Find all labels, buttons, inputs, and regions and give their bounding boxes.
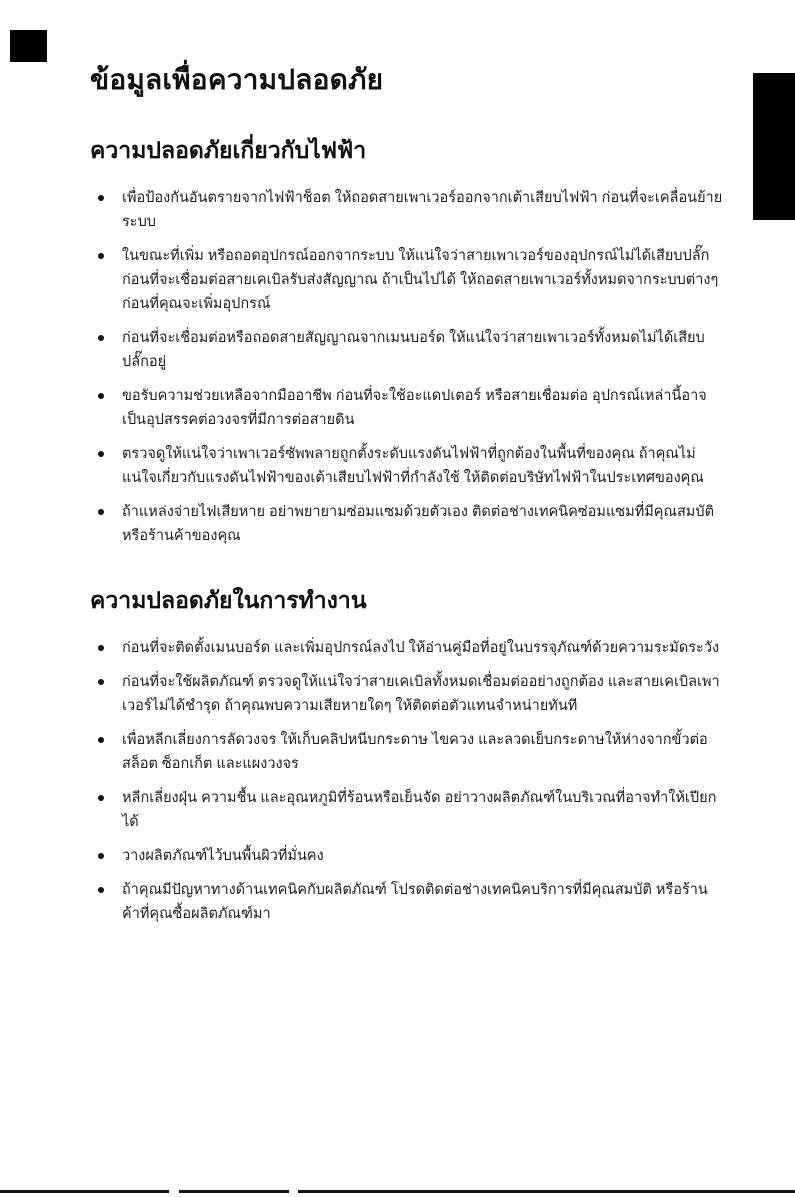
- bullet-icon: [98, 679, 104, 685]
- top-left-print-mark: [10, 30, 47, 62]
- bottom-dashed-divider: [0, 1190, 795, 1193]
- bullet-icon: [98, 887, 104, 893]
- list-item: [90, 844, 725, 868]
- list-item: [90, 878, 725, 926]
- section-operation-safety: [90, 586, 725, 926]
- bullet-icon: [98, 645, 104, 651]
- bullet-icon: [98, 335, 104, 341]
- list-item-text: ก่อนที่จะเชื่อมต่อหรือถอดสายสัญญาณจากเมนบอร์ด ให้แน่ใจว่าสายเพาเวอร์ทั้งหมดไม่ได้เสียบปลั๊กอยู่: [122, 330, 705, 371]
- list-item: [90, 636, 725, 660]
- page-content: [90, 0, 725, 936]
- section-electrical-safety: [90, 136, 725, 548]
- list-item-text: ก่อนที่จะใช้ผลิตภัณฑ์ ตรวจดูให้แน่ใจว่าสายเคเบิลทั้งหมดเชื่อมต่ออย่างถูกต้อง และสายเคเบิลเพาเวอร์ไม่ได้ชำรุด ถ้าคุณพบความเสียหายใดๆ ให้ติดต่อตัวแทนจำหน่ายทันที: [122, 674, 720, 715]
- page-title: ข้อมูลเพื่อความปลอดภัย: [90, 64, 384, 95]
- section-tab-marker: [753, 73, 795, 220]
- list-item-text: เพื่อป้องกันอันตรายจากไฟฟ้าช็อต ให้ถอดสายเพาเวอร์ออกจากเต้าเสียบไฟฟ้า ก่อนที่จะเคลื่อนย้ายระบบ: [122, 190, 723, 231]
- list-item: [90, 186, 725, 234]
- bullet-icon: [98, 451, 104, 457]
- list-item-text: ถ้าแหล่งจ่ายไฟเสียหาย อย่าพยายามซ่อมแซมด้วยตัวเอง ติดต่อช่างเทคนิคซ่อมแซมที่มีคุณสมบัติ หรือร้านค้าของคุณ: [122, 504, 714, 545]
- list-item: [90, 326, 725, 374]
- section-heading-operation-safety: ความปลอดภัยในการทำงาน: [90, 587, 367, 614]
- list-item-text: เพื่อหลีกเลี่ยงการลัดวงจร ให้เก็บคลิปหนีบกระดาษ ไขควง และลวดเย็บกระดาษให้ห่างจากขั้วต่อ สล็อต ซ็อกเก็ต และแผงวงจร: [122, 732, 708, 773]
- list-item-text: ถ้าคุณมีปัญหาทางด้านเทคนิคกับผลิตภัณฑ์ โปรดติดต่อช่างเทคนิคบริการที่มีคุณสมบัติ หรือร้านค้าที่คุณซื้อผลิตภัณฑ์มา: [122, 882, 708, 923]
- list-item: [90, 244, 725, 316]
- list-item-text: วางผลิตภัณฑ์ไว้บนพื้นผิวที่มั่นคง: [122, 848, 324, 865]
- bullet-list-electrical-safety: [90, 186, 725, 548]
- bullet-list-operation-safety: [90, 636, 725, 926]
- list-item: [90, 384, 725, 432]
- list-item-text: ในขณะที่เพิ่ม หรือถอดอุปกรณ์ออกจากระบบ ให้แน่ใจว่าสายเพาเวอร์ของอุปกรณ์ไม่ได้เสียบปลั๊ก ก่อนที่จะเชื่อมต่อสายเคเบิลรับส่งสัญญาณ ถ้าเป็นไปได้ ให้ถอดสายเพาเวอร์ทั้งหมดจากระบบต่างๆ ก่อนที่คุณจะเพิ่มอุปกรณ์: [122, 248, 719, 313]
- section-heading-electrical-safety: ความปลอดภัยเกี่ยวกับไฟฟ้า: [90, 137, 367, 164]
- bullet-icon: [98, 253, 104, 259]
- bullet-icon: [98, 195, 104, 201]
- list-item: [90, 500, 725, 548]
- bullet-icon: [98, 853, 104, 859]
- list-item-text: ก่อนที่จะติดตั้งเมนบอร์ด และเพิ่มอุปกรณ์ลงไป ให้อ่านคู่มือที่อยู่ในบรรจุภัณฑ์ด้วยความระมัดระวัง: [122, 640, 720, 657]
- list-item: [90, 728, 725, 776]
- list-item: [90, 786, 725, 834]
- bullet-icon: [98, 795, 104, 801]
- bullet-icon: [98, 393, 104, 399]
- list-item: [90, 670, 725, 718]
- list-item-text: ขอรับความช่วยเหลือจากมืออาชีพ ก่อนที่จะใช้อะแดปเตอร์ หรือสายเชื่อมต่อ อุปกรณ์เหล่านี้อาจเป็นอุปสรรคต่อวงจรที่มีการต่อสายดิน: [122, 388, 707, 429]
- list-item-text: ตรวจดูให้แน่ใจว่าเพาเวอร์ซัพพลายถูกตั้งระดับแรงดันไฟฟ้าที่ถูกต้องในพื้นที่ของคุณ ถ้าคุณไม่แน่ใจเกี่ยวกับแรงดันไฟฟ้าของเต้าเสียบไฟฟ้าที่กำลังใช้ ให้ติดต่อบริษัทไฟฟ้าในประเทศของคุณ: [122, 446, 704, 487]
- bullet-icon: [98, 737, 104, 743]
- list-item-text: หลีกเลี่ยงฝุ่น ความชื้น และอุณหภูมิที่ร้อนหรือเย็นจัด อย่าวางผลิตภัณฑ์ในบริเวณที่อาจทำให้เปียกได้: [122, 790, 717, 831]
- list-item: [90, 442, 725, 490]
- bullet-icon: [98, 509, 104, 515]
